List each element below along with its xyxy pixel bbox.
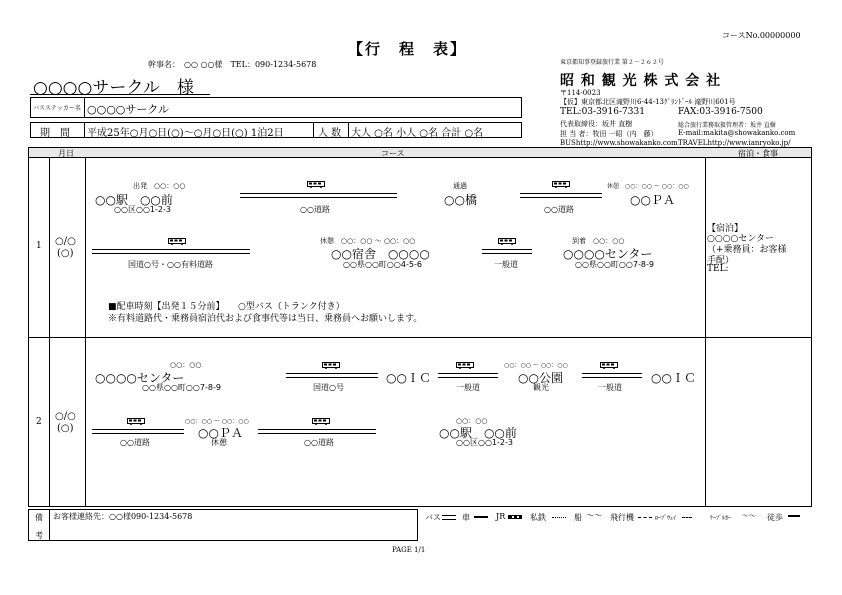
company-email: E-mail:makita@showakanko.com — [678, 129, 796, 137]
day1-via: 通過 — [453, 182, 467, 190]
company-manager: 総合旅行業務取扱管理者：坂井 直樹 — [678, 122, 776, 129]
day2-road5-line — [258, 429, 376, 434]
client-underline — [30, 94, 210, 95]
day1-rest-place: ○○ＰＡ — [630, 193, 675, 207]
legend-jr: JR — [496, 512, 506, 521]
legend-bus-line — [442, 515, 456, 520]
legend-ship-wave: ～～ — [586, 511, 602, 520]
legend-walk-line — [788, 515, 800, 517]
legend-jr-line — [508, 515, 522, 519]
company-license: 東京都知事登録旅行業 第２－２６２号 — [560, 59, 664, 66]
sticker-divider — [84, 97, 85, 118]
header-date: 月日 — [58, 149, 74, 158]
company-bus-url[interactable]: BUShttp://www.showakanko.com — [560, 139, 678, 147]
lodging-place: ○○○○センター — [707, 234, 775, 244]
day2-park-time: ○○：○○ ～ ○○：○○ — [504, 362, 568, 369]
people-label: 人 数 — [318, 128, 342, 139]
bus-icon — [168, 238, 186, 245]
sticker-value: ○○○○サークル — [87, 103, 170, 116]
col-date-divider — [85, 147, 86, 507]
day2-ic1: ○○ＩＣ — [386, 371, 431, 385]
day2-road4: ○○道路 — [120, 438, 150, 447]
day2-pa-label: 休憩 — [211, 438, 227, 447]
day2-dow: (○) — [57, 423, 74, 434]
legend-ropeway: ﾛｰﾌﾟｳｪｲ — [655, 515, 677, 522]
day1-road1-line — [240, 193, 397, 198]
day2-road4-line — [92, 429, 184, 434]
day1-rest2-place: ○○宿舎 ○○○○ — [331, 247, 430, 261]
day2-road5: ○○道路 — [304, 438, 334, 447]
day1-arrive-place: ○○○○センター — [563, 247, 653, 261]
bus-icon — [307, 181, 325, 188]
legend-car-line — [474, 516, 488, 518]
period-label: 期 間 — [40, 128, 70, 139]
period-divider-2 — [313, 122, 314, 138]
header-course: コース — [381, 149, 405, 158]
day2-end-time: ○○：○○ — [456, 417, 488, 425]
legend-private-line — [552, 517, 566, 518]
course-number: コースNo.00000000 — [722, 31, 801, 40]
remarks-label-2: 考 — [35, 531, 43, 540]
period-divider-3 — [348, 122, 349, 138]
period-value: 平成25年○月○日(○)～○月○日(○) 1泊2日 — [87, 128, 284, 139]
bus-icon — [600, 362, 618, 369]
day2-end-addr: ○○区○○1-2-3 — [456, 438, 513, 447]
client-name: ○○○○サークル 様 — [33, 78, 194, 98]
company-staff: 担 当 者：牧田 一昭（内 藤） — [560, 130, 658, 138]
company-rep: 代表取締役：坂井 直樹 — [560, 120, 633, 128]
company-fax: FAX:03-3916-7500 — [678, 107, 763, 117]
legend-ship: 船 — [574, 513, 582, 522]
day1-note-dispatch: ■配車時刻【出発１５分前】 ○型バス（トランク付き） — [108, 302, 345, 312]
day1-rest2-addr: ○○県○○町○○4-5-6 — [343, 260, 422, 269]
col-lodging-divider — [705, 147, 706, 507]
legend-walk: 徒歩 — [767, 513, 783, 522]
company-zip: 〒114-0023 — [560, 89, 601, 97]
page-number: PAGE 1/1 — [392, 546, 426, 554]
day1-road3: 国道○号・○○有料道路 — [128, 260, 213, 269]
legend-plane: 飛行機 — [610, 513, 634, 522]
day2-number: 2 — [36, 417, 42, 427]
company-address: 【仮】東京都北区滝野川6-44-13ｸﾞﾗﾝﾄﾞｰﾙ 滝野川601号 — [560, 98, 736, 106]
legend-cable-car: ｹｰﾌﾞﾙｶｰ — [710, 515, 732, 522]
col-num-divider — [49, 147, 50, 507]
day2-park-label: 観光 — [533, 383, 549, 392]
lodging-note-2: 手配） — [707, 256, 735, 266]
day2-date: ○/○ — [55, 411, 76, 422]
day2-park-place: ○○公園 — [518, 371, 563, 385]
table-header-line — [28, 157, 812, 158]
day1-start-time: 出発 ○○：○○ — [133, 182, 186, 190]
sticker-label: バスステッカー名 — [33, 105, 81, 112]
table-header-bg — [29, 148, 811, 157]
lodging-title: 【宿泊】 — [707, 224, 744, 234]
day1-road3-line — [92, 249, 250, 254]
period-divider-1 — [84, 122, 85, 138]
legend-bus: バス — [425, 513, 441, 522]
remarks-label-1: 備 — [35, 513, 43, 522]
people-value: 大人 ○名 小人 ○名 合計 ○名 — [351, 128, 484, 139]
day2-start-time: ○○：○○ — [170, 361, 202, 369]
company-name: 昭 和 観 光 株 式 会 社 — [560, 73, 722, 89]
company-travel-url[interactable]: TRAVELhttp://www.ianryoko.jp/ — [678, 139, 791, 147]
bus-icon — [456, 362, 474, 369]
day1-road2-line — [520, 193, 602, 198]
day2-road3-line — [582, 373, 642, 378]
day2-road1-line — [286, 373, 378, 378]
legend-private-rail: 私鉄 — [530, 513, 546, 522]
day-divider — [28, 337, 812, 338]
day1-note-fees: ※有料道路代・乗務員宿泊代および食事代等は当日、乗務員へお願いします。 — [108, 314, 423, 324]
lodging-note: （+乗務員：お客様 — [707, 245, 787, 255]
legend-cable-wave: ～～ — [742, 512, 756, 520]
day2-start-place: ○○○○センター — [95, 371, 185, 385]
bus-icon — [312, 418, 330, 425]
day2-road2-line — [438, 373, 498, 378]
day2-pa-place: ○○ＰＡ — [198, 426, 243, 440]
bus-icon — [322, 362, 340, 369]
day1-arrive-addr: ○○県○○町○○7-8-9 — [575, 260, 654, 269]
legend-ropeway-line — [682, 517, 692, 518]
day1-road2: ○○道路 — [544, 205, 574, 214]
day2-road3: 一般道 — [598, 383, 622, 392]
remarks-text: お客様連絡先：○○様090-1234-5678 — [53, 512, 193, 521]
day2-road1: 国道○号 — [313, 383, 344, 392]
day2-pa-time: ○○：○○ ～ ○○：○○ — [185, 418, 249, 425]
day1-rest: 休憩 ○○：○○ ～ ○○：○○ — [607, 183, 689, 190]
lodging-tel: TEL: — [707, 264, 729, 274]
day1-road4: 一般道 — [494, 260, 518, 269]
bus-icon — [127, 418, 145, 425]
header-lodging: 宿泊・食事 — [738, 149, 778, 158]
day1-dow: (○) — [57, 248, 74, 259]
remarks-divider — [49, 509, 50, 541]
legend-plane-line — [638, 517, 652, 518]
day2-start-addr: ○○県○○町○○7-8-9 — [142, 383, 221, 392]
organizer-info: 幹事名： ○○ ○○様 TEL：090-1234-5678 — [148, 60, 317, 69]
day1-start-addr: ○○区○○1-2-3 — [114, 205, 171, 214]
bus-icon — [552, 181, 570, 188]
legend-car: 車 — [462, 513, 470, 522]
day1-via-place: ○○橋 — [444, 193, 477, 207]
page-title: 【行 程 表】 — [348, 40, 468, 58]
day1-number: 1 — [36, 241, 42, 251]
company-tel: TEL:03-3916-7331 — [560, 107, 645, 117]
day1-rest2: 休憩 ○○：○○ ～ ○○：○○ — [320, 237, 416, 245]
day1-date: ○/○ — [55, 236, 76, 247]
day1-arrive-time: 到着 ○○：○○ — [572, 237, 625, 245]
day2-ic2: ○○ＩＣ — [651, 371, 696, 385]
bus-icon — [498, 238, 516, 245]
day2-end-place: ○○駅 ○○前 — [439, 426, 517, 440]
day1-road4-line — [482, 249, 532, 254]
day1-road1: ○○道路 — [300, 205, 330, 214]
day2-road2: 一般道 — [456, 383, 480, 392]
day1-start-place: ○○駅 ○○前 — [95, 193, 173, 207]
